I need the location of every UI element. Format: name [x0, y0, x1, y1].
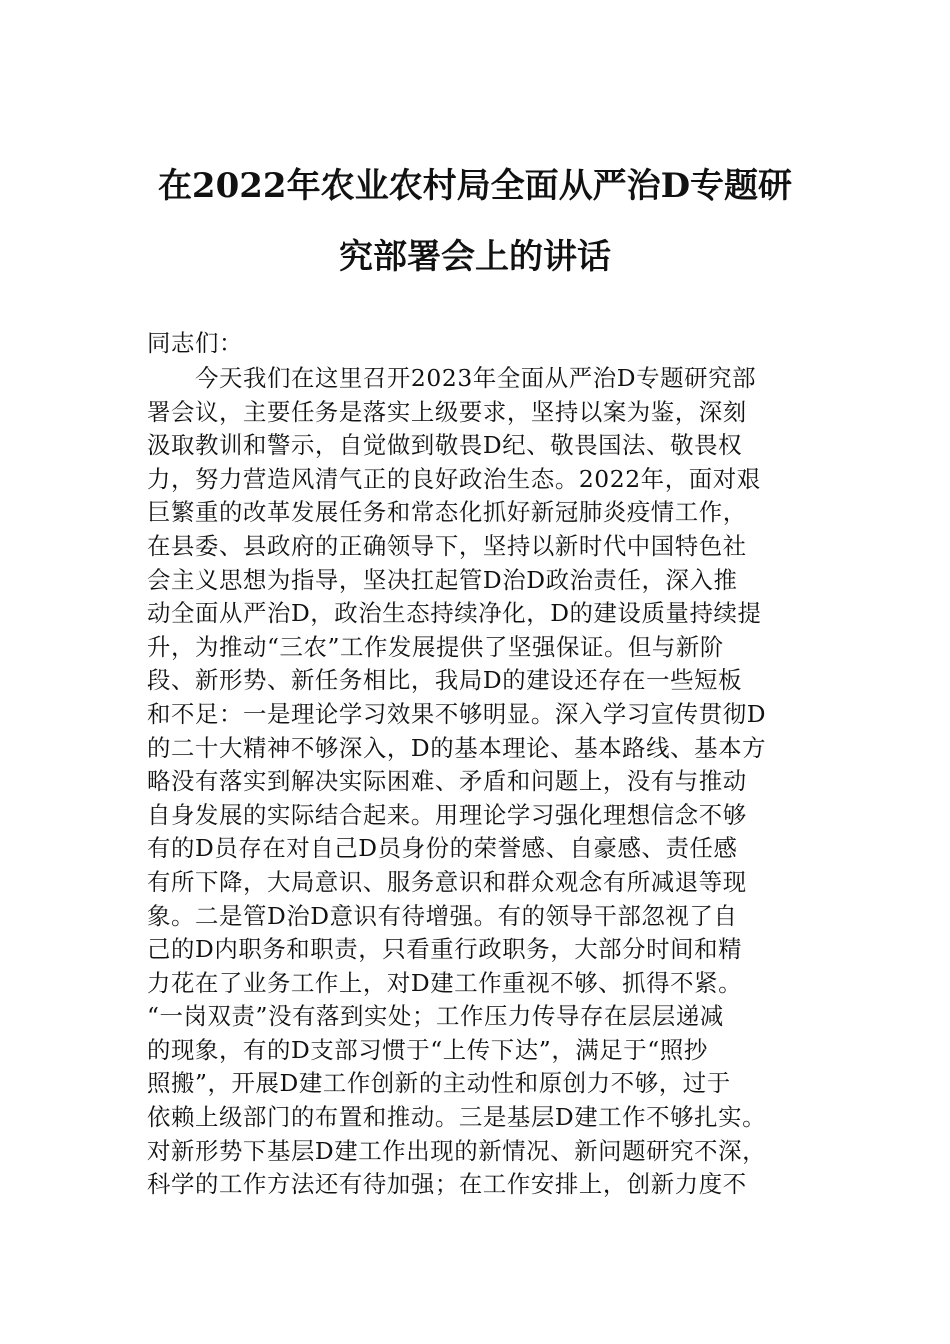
paragraph-line: 的现象，有的D支部习惯于“上传下达”，满足于“照抄 — [147, 1035, 708, 1064]
paragraph-line: 段、新形势、新任务相比，我局D的建设还存在一些短板 — [147, 666, 743, 695]
paragraph-line: 依赖上级部门的布置和推动。三是基层D建工作不够扎实。 — [147, 1103, 767, 1132]
paragraph-line: 己的D内职务和职责，只看重行政职务，大部分时间和精 — [147, 935, 743, 964]
paragraph-line: 巨繁重的改革发展任务和常态化抓好新冠肺炎疫情工作， — [147, 498, 747, 527]
paragraph-line: 照搬”，开展D建工作创新的主动性和原创力不够，过于 — [147, 1069, 731, 1098]
paragraph-line: 自身发展的实际结合起来。用理论学习强化理想信念不够 — [147, 800, 747, 829]
document-title-line-2: 究部署会上的讲话 — [339, 237, 611, 277]
document-title-line-1: 在2022年农业农村局全面从严治D专题研 — [157, 166, 793, 206]
paragraph-line: 对新形势下基层D建工作出现的新情况、新问题研究不深， — [147, 1136, 767, 1165]
paragraph-line: 力，努力营造风清气正的良好政治生态。2022年，面对艰 — [147, 464, 761, 493]
paragraph-line: 象。二是管D治D意识有待增强。有的领导干部忽视了自 — [147, 901, 738, 930]
paragraph-line: 升，为推动“三农”工作发展提供了坚强保证。但与新阶 — [147, 632, 724, 661]
paragraph-line: 科学的工作方法还有待加强；在工作安排上，创新力度不 — [147, 1170, 747, 1199]
paragraph-line: 力花在了业务工作上，对D建工作重视不够、抓得不紧。 — [147, 968, 743, 997]
paragraph-line: 署会议，主要任务是落实上级要求，坚持以案为鉴，深刻 — [147, 397, 747, 426]
paragraph-line: 和不足：一是理论学习效果不够明显。深入学习宣传贯彻D — [147, 699, 767, 728]
paragraph-line: 在县委、县政府的正确领导下，坚持以新时代中国特色社 — [147, 531, 747, 560]
paragraph-line: 略没有落实到解决实际困难、矛盾和问题上，没有与推动 — [147, 767, 747, 796]
paragraph-line: 有的D员存在对自己D员身份的荣誉感、自豪感、责任感 — [147, 834, 738, 863]
paragraph-line: “一岗双责”没有落到实处；工作压力传导存在层层递减 — [147, 1002, 724, 1031]
paragraph-line: 的二十大精神不够深入，D的基本理论、基本路线、基本方 — [147, 733, 767, 762]
paragraph-line: 动全面从严治D，政治生态持续净化，D的建设质量持续提 — [147, 599, 762, 628]
body-paragraph — [147, 362, 807, 1202]
paragraph-line: 今天我们在这里召开2023年全面从严治D专题研究部 — [147, 364, 757, 392]
paragraph-line: 汲取教训和警示，自觉做到敬畏D纪、敬畏国法、敬畏权 — [147, 431, 743, 460]
salutation: 同志们： — [147, 329, 243, 357]
paragraph-line: 会主义思想为指导，坚决扛起管D治D政治责任，深入推 — [147, 565, 738, 594]
paragraph-line: 有所下降，大局意识、服务意识和群众观念有所减退等现 — [147, 867, 747, 896]
